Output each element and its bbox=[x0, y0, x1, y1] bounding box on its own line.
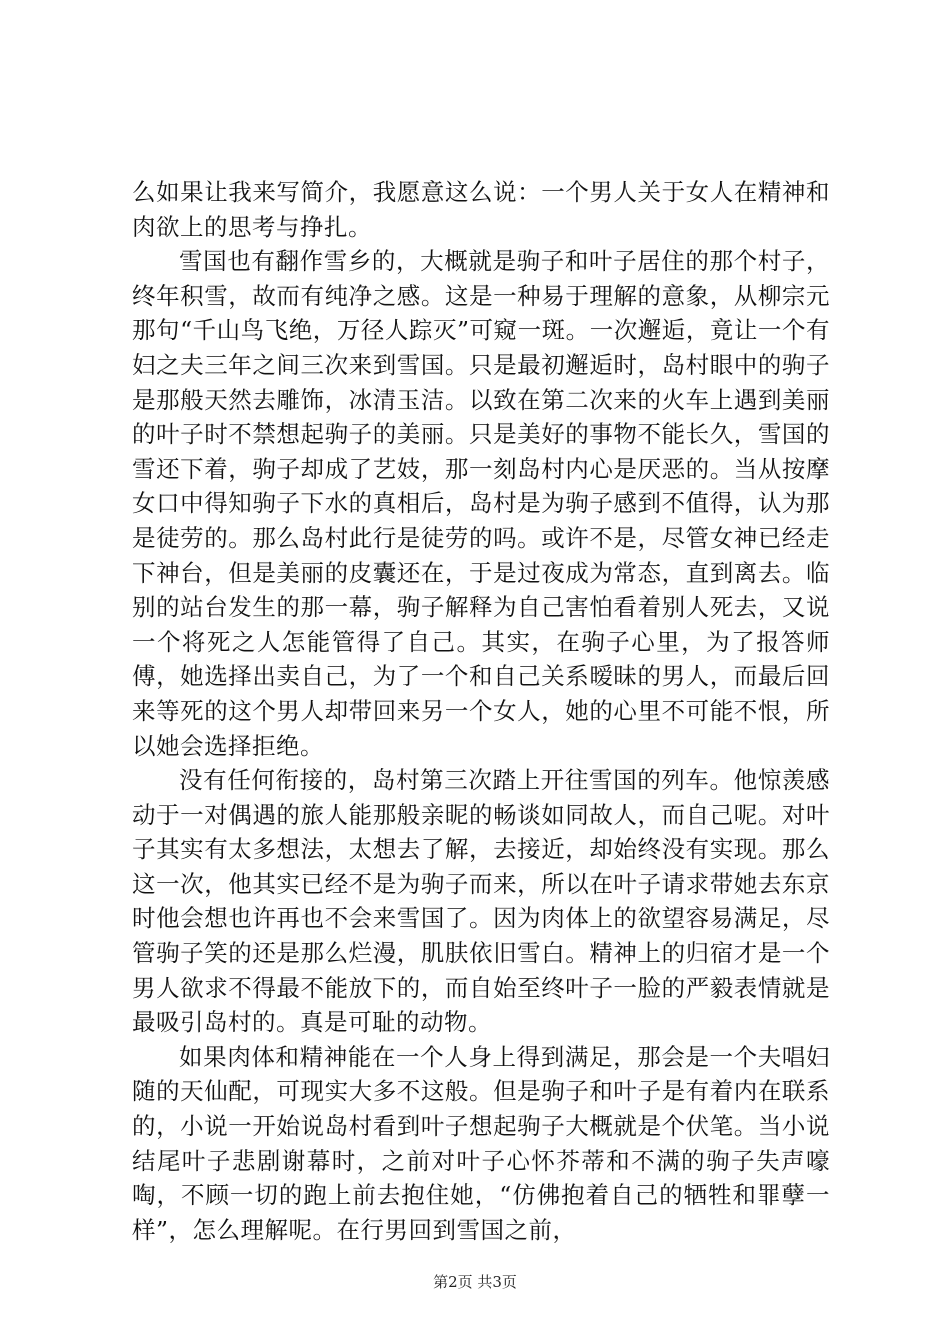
page-footer: 第2页 共3页 bbox=[433, 1273, 517, 1291]
paragraph-2: 雪国也有翻作雪乡的，大概就是驹子和叶子居住的那个村子，终年积雪，故而有纯净之感。这是一种易于理解的意象，从柳宗元那句“千山鸟飞绝，万径人踪灭”可窥一斑。一次邂逅，竟让一个有妇之夫三年之间三次来到雪国。只是最初邂逅时，岛村眼中的驹子是那般天然去雕饰，冰清玉洁。以致在第二次来的火车上遇到美丽的叶子时不禁想起驹子的美丽。只是美好的事物不能长久，雪国的雪还下着，驹子却成了艺妓，那一刻岛村内心是厌恶的。当从按摩女口中得知驹子下水的真相后，岛村是为驹子感到不值得，认为那是徒劳的。那么岛村此行是徒劳的吗。或许不是，尽管女神已经走下神台，但是美丽的皮囊还在，于是过夜成为常态，直到离去。临别的站台发生的那一幕，驹子解释为自己害怕看着别人死去，又说一个将死之人怎能管得了自己。其实，在驹子心里，为了报答师傅，她选择出卖自己，为了一个和自己关系暧昧的男人，而最后回来等死的这个男人却带回来另一个女人，她的心里不可能不恨，所以她会选择拒绝。 bbox=[132, 247, 830, 760]
paragraph-4: 如果肉体和精神能在一个人身上得到满足，那会是一个夫唱妇随的天仙配，可现实大多不这般。但是驹子和叶子是有着内在联系的，小说一开始说岛村看到叶子想起驹子大概就是个伏笔。当小说结尾叶子悲剧谢幕时，之前对叶子心怀芥蒂和不满的驹子失声嚎啕，不顾一切的跑上前去抱住她，“仿佛抱着自己的牺牲和罪孽一样”，怎么理解呢。在行男回到雪国之前， bbox=[132, 1042, 830, 1244]
paragraph-1: 么如果让我来写简介，我愿意这么说：一个男人关于女人在精神和肉欲上的思考与挣扎。 bbox=[132, 178, 830, 241]
document-body bbox=[132, 175, 830, 1247]
paragraph-3: 没有任何衔接的，岛村第三次踏上开往雪国的列车。他惊羡感动于一对偶遇的旅人能那般亲昵的畅谈如同故人，而自己呢。对叶子其实有太多想法，太想去了解，去接近，却始终没有实现。那么这一次，他其实已经不是为驹子而来，所以在叶子请求带她去东京时他会想也许再也不会来雪国了。因为肉体上的欲望容易满足，尽管驹子笑的还是那么烂漫，肌肤依旧雪白。精神上的归宿才是一个男人欲求不得最不能放下的，而自始至终叶子一脸的严毅表情就是最吸引岛村的。真是可耻的动物。 bbox=[132, 766, 830, 1037]
